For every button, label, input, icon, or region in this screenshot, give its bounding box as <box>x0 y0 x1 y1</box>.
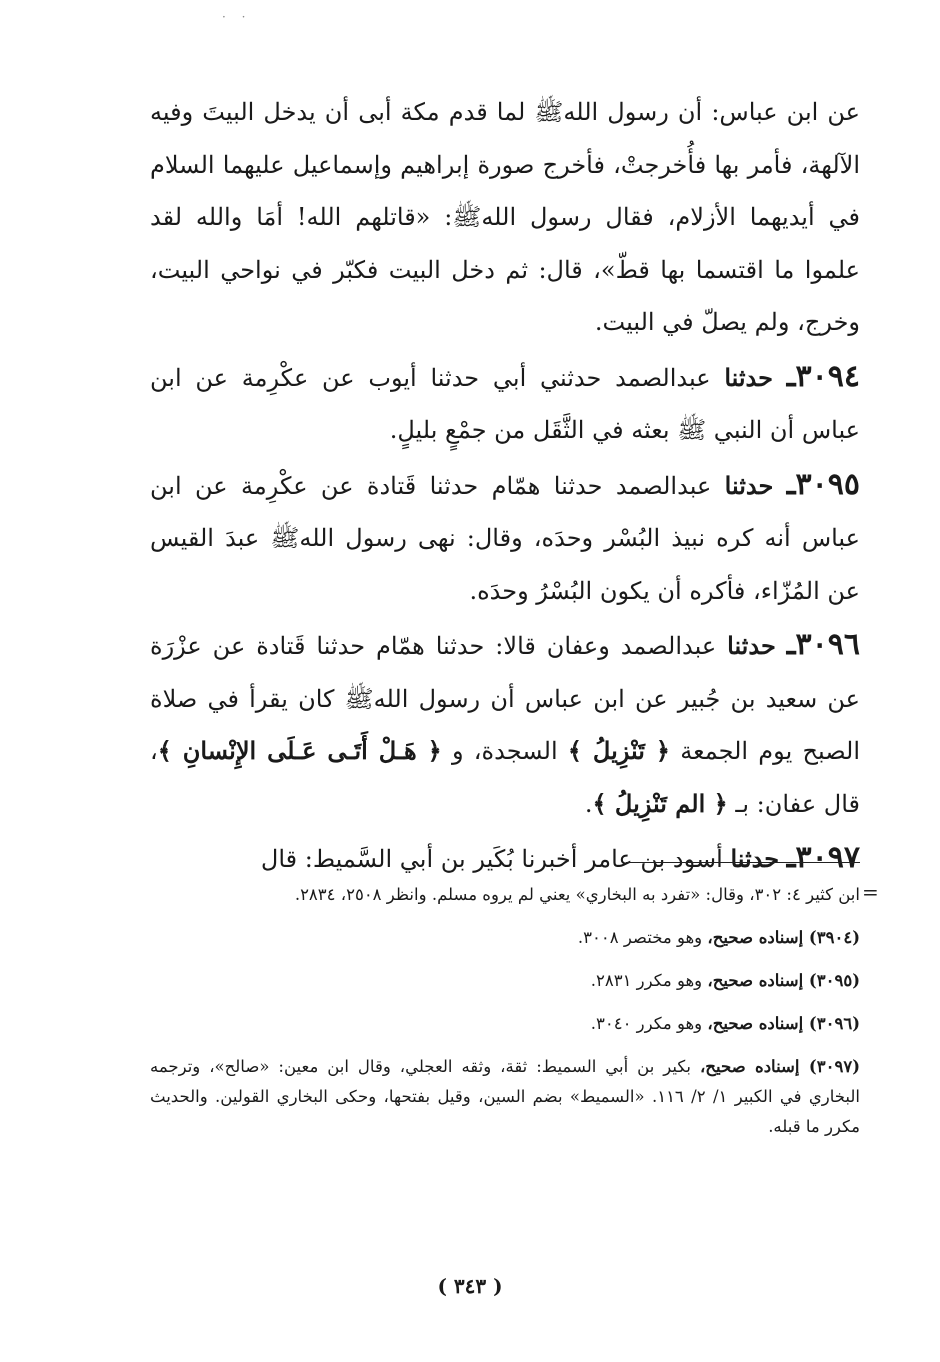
narration-word: حدثنا <box>730 844 780 873</box>
footnote-separator <box>626 862 860 863</box>
quran-reference: ﴿ هَـلْ أَتَـى عَـلَى الإِنْسانِ ﴾ <box>157 736 442 765</box>
footnote-label: (٣٠٩٥) إسناده صحيح، <box>707 971 860 990</box>
main-text <box>150 86 860 886</box>
footnote-text: وهو مكرر ٢٨٣١. <box>590 971 703 990</box>
hadith-text: أسود بن عامر أخبرنا بُكَير بن أبي السَّميط: قال <box>260 845 723 873</box>
quran-reference: ﴿ تَنْزِيلُ ﴾ <box>567 736 670 765</box>
footnote-label: (٣٠٩٧) إسناده صحيح، <box>699 1057 860 1076</box>
footnote-label: (٣٩٠٤) إسناده صحيح، <box>707 928 860 947</box>
footnotes <box>150 880 860 1155</box>
footnote-item <box>150 1052 860 1142</box>
hadith-number: ٣٠٩٦ـ <box>786 627 860 662</box>
footnote-item <box>150 923 860 953</box>
footnote-text: ابن كثير ٤: ٣٠٢، وقال: «تفرد به البخاري» يعني لم يروه مسلم. وانظر ٢٥٠٨، ٢٨٣٤. <box>294 885 860 904</box>
footnote-text: بكير بن أبي السميط: ثقة، وثقه العجلي، وقال ابن معين: «صالح»، وترجمه البخاري في الكبير ١/ ٢/ ١١٦. «السميط» بضم السين، وقيل بفتحها، وحكى البخاري القولين. والحديث مكرر ما قبله. <box>150 1057 861 1136</box>
footnote-label: (٣٠٩٦) إسناده صحيح، <box>707 1014 860 1033</box>
paragraph-text: عن ابن عباس: أن رسول اللهﷺ لما قدم مكة أبى أن يدخل البيتَ وفيه الآلهة، فأمر بها فأُخرجتْ، فأخرج صورة إبراهيم وإسماعيل عليهما السلام في أيديهما الأزلام، فقال رسول اللهﷺ: «قاتلهم الله! أمَا والله لقد علموا ما اقتسما بها قطّ»، قال: ثم دخل البيت فكبّر في نواحي البيت، وخرج، ولم يصلّ في البيت. <box>150 98 861 336</box>
hadith-3097 <box>150 832 860 886</box>
page-number: ( ٣٤٣ ) <box>437 1274 503 1298</box>
narration-word: حدثنا <box>724 362 773 392</box>
narration-word: حدثنا <box>727 631 776 660</box>
footnote-item <box>150 1009 860 1039</box>
paragraph-continuation <box>150 86 860 349</box>
footnote-item <box>150 880 860 910</box>
narration-word: حدثنا <box>724 470 774 500</box>
hadith-3095 <box>150 459 860 618</box>
hadith-3094 <box>150 351 860 457</box>
hadith-text: عبدالصمد حدثنا همّام حدثنا قَتادة عن عكْرِمة عن ابن عباس أنه كره نبيذ البُسْر وحدَه، وقال: نهى رسول اللهﷺ عبدَ القيس عن المُزّاء، فأكره أن يكون البُسْرُ وحدَه. <box>150 471 860 605</box>
page-body <box>150 86 860 886</box>
hadith-text-mid: السجدة، و <box>451 737 558 765</box>
hadith-number: ٣٠٩٤ـ <box>786 358 860 394</box>
footnote-text: وهو مختصر ٣٠٠٨. <box>577 928 703 947</box>
footnote-text: وهو مكرر ٣٠٤٠. <box>590 1014 703 1033</box>
hadith-number: ٣٠٩٧ـ <box>786 840 860 875</box>
footnote-item <box>150 966 860 996</box>
hadith-text-mid: ، قال عفان: بـ <box>150 737 860 818</box>
hadith-text: عبدالصمد وعفان قالا: حدثنا همّام حدثنا قَتادة عن عزْرَة عن سعيد بن جُبير عن ابن عباس أن رسول اللهﷺ كان يقرأ في صلاة الصبح يوم الجمعة <box>150 632 861 765</box>
hadith-text: عبدالصمد حدثني أبي حدثنا أيوب عن عكْرِمة عن ابن عباس أن النبي ﷺ بعثه في الثَّقَل من جمْعٍ بليلٍ. <box>150 363 860 444</box>
hadith-text-end: . <box>584 789 593 818</box>
quran-reference: ﴿ الم تَنْزِيلُ ﴾ <box>592 788 728 818</box>
footnote-continuation-mark: = <box>862 880 879 904</box>
hadith-3096 <box>150 619 860 830</box>
hadith-number: ٣٠٩٥ـ <box>786 466 860 502</box>
top-marks: · · <box>222 10 252 24</box>
